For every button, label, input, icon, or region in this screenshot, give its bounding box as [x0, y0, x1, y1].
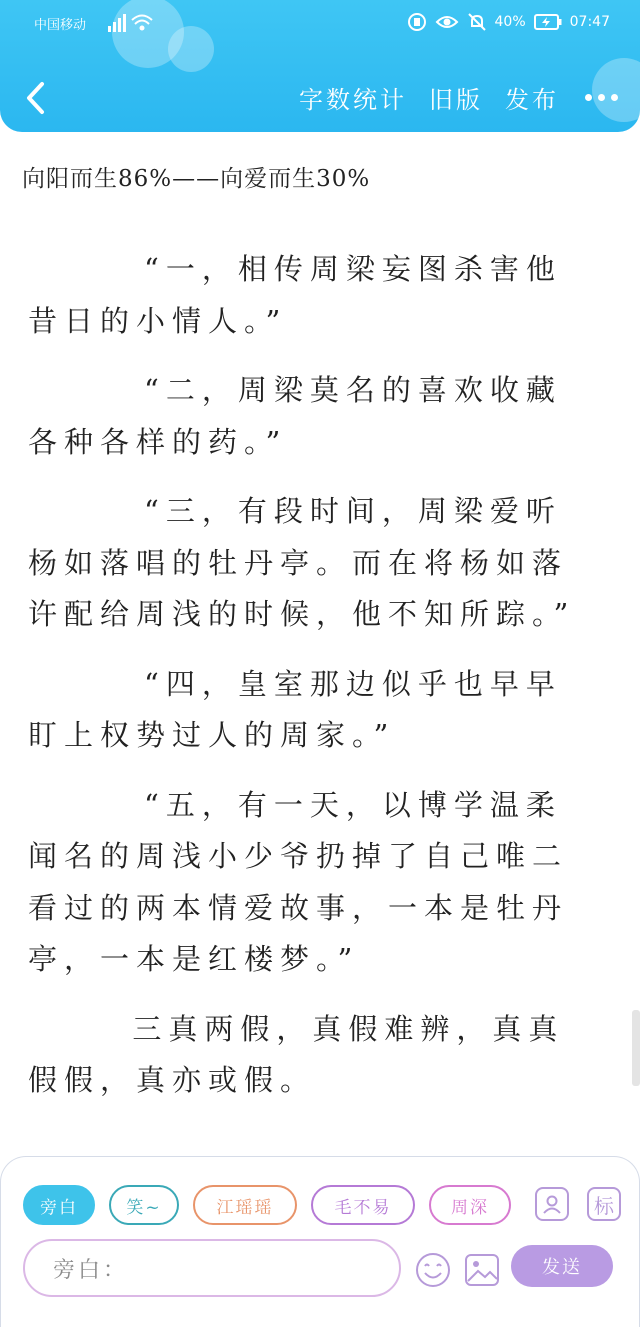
- word-count-button[interactable]: 字数统计: [299, 86, 407, 114]
- send-button[interactable]: 发送: [511, 1245, 613, 1287]
- data-saver-icon: [407, 12, 427, 32]
- mute-bell-icon: [467, 12, 487, 32]
- carrier-label: 中国移动: [34, 18, 87, 33]
- status-bar: [0, 0, 640, 46]
- role-chip-mao[interactable]: 毛不易: [311, 1185, 415, 1225]
- composer-panel: [0, 1156, 640, 1327]
- header-actions: [277, 80, 618, 115]
- battery-icon: [534, 14, 562, 30]
- story-paragraph: “二，周梁莫名的喜欢收藏各种各样的药。”: [28, 373, 562, 459]
- message-input-placeholder: 旁白：: [53, 1257, 129, 1283]
- role-chip-narrator[interactable]: 旁白: [23, 1185, 95, 1225]
- tag-icon-label: 标: [594, 1193, 614, 1218]
- publish-button[interactable]: 发布: [505, 86, 559, 114]
- clock: 07:47: [569, 14, 610, 30]
- story-paragraph: “五，有一天，以博学温柔闻名的周浅小少爷扔掉了自己唯二看过的两本情爱故事，一本是牡丹亭，一本是红楼梦。”: [28, 787, 569, 976]
- chapter-title: 向阳而生86%——向爱而生30%: [22, 166, 371, 192]
- app-header: [0, 0, 640, 132]
- story-paragraph: “四，皇室那边似乎也早早盯上权势过人的周家。”: [28, 666, 562, 752]
- scrollbar-thumb[interactable]: [632, 1010, 640, 1086]
- character-icon[interactable]: [535, 1187, 569, 1221]
- signal-wifi-icon: [108, 12, 154, 34]
- image-icon[interactable]: [464, 1252, 500, 1288]
- role-chip-zhou[interactable]: 周深: [429, 1185, 511, 1225]
- role-chip-jiang[interactable]: 江瑶瑶: [193, 1185, 297, 1225]
- back-arrow-icon[interactable]: [18, 78, 58, 118]
- story-body[interactable]: [28, 244, 588, 1125]
- more-options-icon[interactable]: [585, 94, 618, 101]
- old-version-button[interactable]: 旧版: [429, 86, 483, 114]
- message-input[interactable]: [23, 1239, 401, 1297]
- battery-percent: 40%: [494, 14, 526, 30]
- story-paragraph: “一，相传周梁妄图杀害他昔日的小情人。”: [28, 252, 562, 338]
- eye-comfort-icon: [435, 13, 459, 31]
- tag-icon[interactable]: [587, 1187, 621, 1221]
- story-paragraph: “三，有段时间，周梁爱听杨如落唱的牡丹亭。而在将杨如落许配给周浅的时候，他不知所踪。”: [28, 494, 576, 631]
- story-paragraph: 三真两假，真假难辨，真真假假，真亦或假。: [28, 1011, 565, 1097]
- role-chip-laugh[interactable]: 笑~: [109, 1185, 179, 1225]
- role-chips: [23, 1185, 525, 1225]
- emoji-icon[interactable]: [415, 1252, 451, 1288]
